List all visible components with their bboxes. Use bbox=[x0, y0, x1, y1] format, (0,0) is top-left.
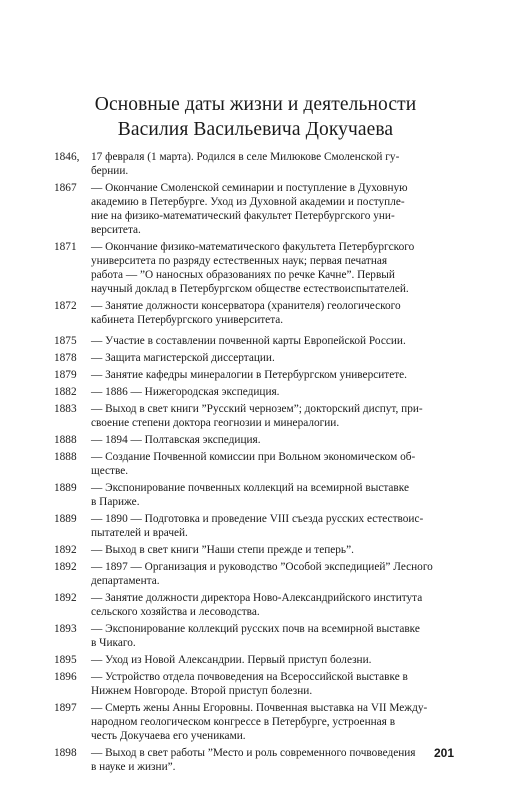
entry-text: — Занятие должности директора Ново-Александрийского института сельского хозяйства и лесоводства. bbox=[91, 592, 423, 618]
entry-text: — 1897 — Организация и руководство ”Особой экспедицией” Лесного департамента. bbox=[91, 561, 433, 587]
entry-text: — Выход в свет работы ”Место и роль современного почвоведения в науке и жизни”. bbox=[91, 747, 416, 773]
entry-text: — Выход в свет книги ”Русский чернозем”; докторский диспут, при- своение степени доктора геогнозии и минералогии. bbox=[91, 403, 423, 429]
entry-text: — 1890 — Подготовка и проведение VIII съезда русских естествоис- пытателей и врачей. bbox=[91, 513, 424, 539]
entry-text: — Занятие кафедры минералогии в Петербургском университете. bbox=[91, 369, 408, 381]
chronology-entry bbox=[54, 591, 464, 619]
entry-text: — 1886 — Нижегородская экспедиция. bbox=[91, 386, 280, 398]
entry-text: — Создание Почвенной комиссии при Вольном экономическом об- ществе. bbox=[91, 451, 416, 477]
entry-year: 1895 bbox=[54, 654, 77, 666]
entry-text: — Окончание физико-математического факультета Петербургского университета по разряду естественных наук; первая печатная работа — ”О наносных образованиях по речке Качне”. Первый научный доклад в Петербургском обществе естествоиспытателей. bbox=[91, 241, 415, 295]
entry-year: 1875 bbox=[54, 335, 77, 347]
page-title bbox=[0, 92, 511, 142]
chronology-entry bbox=[54, 481, 464, 509]
entry-year: 1889 bbox=[54, 482, 77, 494]
entry-year: 1867 bbox=[54, 182, 77, 194]
entry-year: 1893 bbox=[54, 623, 77, 635]
chronology-entry bbox=[54, 670, 464, 698]
entry-year: 1896 bbox=[54, 671, 77, 683]
chronology-entry bbox=[54, 150, 464, 178]
chronology-entry bbox=[54, 402, 464, 430]
entry-text: — Экспонирование почвенных коллекций на всемирной выставке в Париже. bbox=[91, 482, 409, 508]
entry-year: 1892 bbox=[54, 544, 77, 556]
entry-year: 1888 bbox=[54, 451, 77, 463]
entry-text: — 1894 — Полтавская экспедиция. bbox=[91, 434, 261, 446]
entry-year: 1898 bbox=[54, 747, 77, 759]
page-title-line-1: Основные даты жизни и деятельности bbox=[94, 94, 417, 115]
chronology-entry bbox=[54, 351, 464, 365]
chronology-entry bbox=[54, 622, 464, 650]
page-number: 201 bbox=[434, 746, 455, 760]
entry-year: 1846, bbox=[54, 151, 80, 163]
entry-text: — Защита магистерской диссертации. bbox=[91, 352, 275, 364]
chronology-list bbox=[54, 150, 464, 777]
chronology-entry bbox=[54, 299, 464, 327]
page-title-line-2: Василия Васильевича Докучаева bbox=[117, 119, 394, 140]
entry-text: — Смерть жены Анны Егоровны. Почвенная выставка на VII Между- народном геологическом конгрессе в Петербурге, устроенная в честь Докучаева его учениками. bbox=[91, 702, 428, 742]
chronology-entry bbox=[54, 746, 464, 774]
entry-year: 1888 bbox=[54, 434, 77, 446]
chronology-entry bbox=[54, 701, 464, 743]
chronology-entry bbox=[54, 543, 464, 557]
chronology-entry bbox=[54, 450, 464, 478]
entry-year: 1897 bbox=[54, 702, 77, 714]
entry-text: 17 февраля (1 марта). Родился в селе Милюкове Смоленской гу- бернии. bbox=[91, 151, 400, 177]
entry-year: 1872 bbox=[54, 300, 77, 312]
entry-text: — Участие в составлении почвенной карты Европейской России. bbox=[91, 335, 406, 347]
chronology-entry bbox=[54, 385, 464, 399]
entry-text: — Занятие должности консерватора (хранителя) геологического кабинета Петербургского университета. bbox=[91, 300, 401, 326]
entry-text: — Устройство отдела почвоведения на Всероссийской выставке в Нижнем Новгороде. Второй приступ болезни. bbox=[91, 671, 408, 697]
entry-text: — Окончание Смоленской семинарии и поступление в Духовную академию в Петербурге. Уход из Духовной академии и поступле- ние на физико-математический факультет Петербургского уни- верситета. bbox=[91, 182, 408, 236]
chronology-entry bbox=[54, 653, 464, 667]
chronology-entry bbox=[54, 368, 464, 382]
entry-year: 1882 bbox=[54, 386, 77, 398]
entry-year: 1883 bbox=[54, 403, 77, 415]
entry-year: 1892 bbox=[54, 561, 77, 573]
entry-year: 1871 bbox=[54, 241, 77, 253]
chronology-entry bbox=[54, 433, 464, 447]
entry-text: — Выход в свет книги ”Наши степи прежде и теперь”. bbox=[91, 544, 354, 556]
entry-year: 1878 bbox=[54, 352, 77, 364]
entry-text: — Уход из Новой Александрии. Первый приступ болезни. bbox=[91, 654, 372, 666]
chronology-entry bbox=[54, 181, 464, 237]
entry-year: 1879 bbox=[54, 369, 77, 381]
entry-year: 1892 bbox=[54, 592, 77, 604]
entry-text: — Экспонирование коллекций русских почв на всемирной выставке в Чикаго. bbox=[91, 623, 420, 649]
chronology-entry bbox=[54, 560, 464, 588]
chronology-entry bbox=[54, 240, 464, 296]
chronology-entry bbox=[54, 512, 464, 540]
chronology-entry bbox=[54, 334, 464, 348]
entry-year: 1889 bbox=[54, 513, 77, 525]
